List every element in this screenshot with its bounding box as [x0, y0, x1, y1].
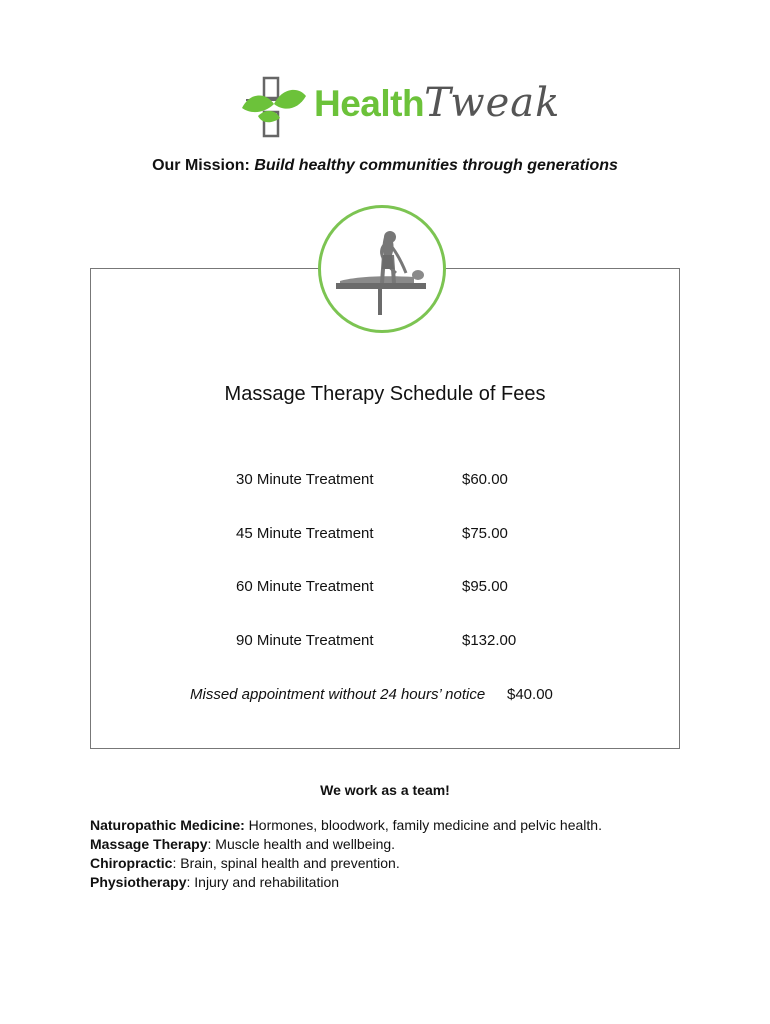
brand-name-tweak: Tweak	[424, 80, 561, 126]
leaf-cross-icon	[240, 74, 310, 140]
fee-price: $60.00	[462, 471, 508, 488]
service-name: Naturopathic Medicine:	[90, 817, 245, 833]
mission-label: Our Mission:	[152, 157, 250, 174]
fee-schedule-box	[90, 268, 680, 749]
services-list	[90, 816, 730, 892]
service-description: : Muscle health and wellbeing.	[207, 836, 396, 852]
fee-price: $75.00	[462, 525, 508, 542]
mission-text: Build healthy communities through generations	[254, 157, 618, 174]
brand-name-health: Health	[314, 83, 425, 124]
fees-title: Massage Therapy Schedule of Fees	[224, 383, 546, 405]
service-description: Hormones, bloodwork, family medicine and pelvic health.	[244, 817, 602, 833]
fee-name: 90 Minute Treatment	[236, 632, 374, 649]
brand-logo	[240, 74, 561, 140]
fee-name: 45 Minute Treatment	[236, 525, 374, 542]
service-name: Chiropractic	[90, 855, 173, 871]
missed-appointment-price: $40.00	[507, 686, 553, 703]
team-heading: We work as a team!	[320, 782, 450, 798]
service-description: : Brain, spinal health and prevention.	[172, 855, 400, 871]
service-name: Massage Therapy	[90, 836, 208, 852]
therapy-badge	[318, 205, 446, 333]
massage-therapy-icon	[334, 225, 430, 317]
fee-name: 30 Minute Treatment	[236, 471, 374, 488]
service-item	[90, 873, 730, 892]
service-item	[90, 835, 730, 854]
mission-statement	[0, 157, 770, 175]
fee-name: 60 Minute Treatment	[236, 578, 374, 595]
brand-wordmark	[314, 80, 560, 126]
service-item	[90, 854, 730, 873]
service-description: : Injury and rehabilitation	[186, 874, 340, 890]
service-item	[90, 816, 730, 835]
fee-price: $132.00	[462, 632, 517, 649]
fee-price: $95.00	[462, 578, 508, 595]
missed-appointment-row	[190, 686, 610, 703]
service-name: Physiotherapy	[90, 874, 187, 890]
missed-appointment-label: Missed appointment without 24 hours’ notice	[190, 686, 486, 703]
